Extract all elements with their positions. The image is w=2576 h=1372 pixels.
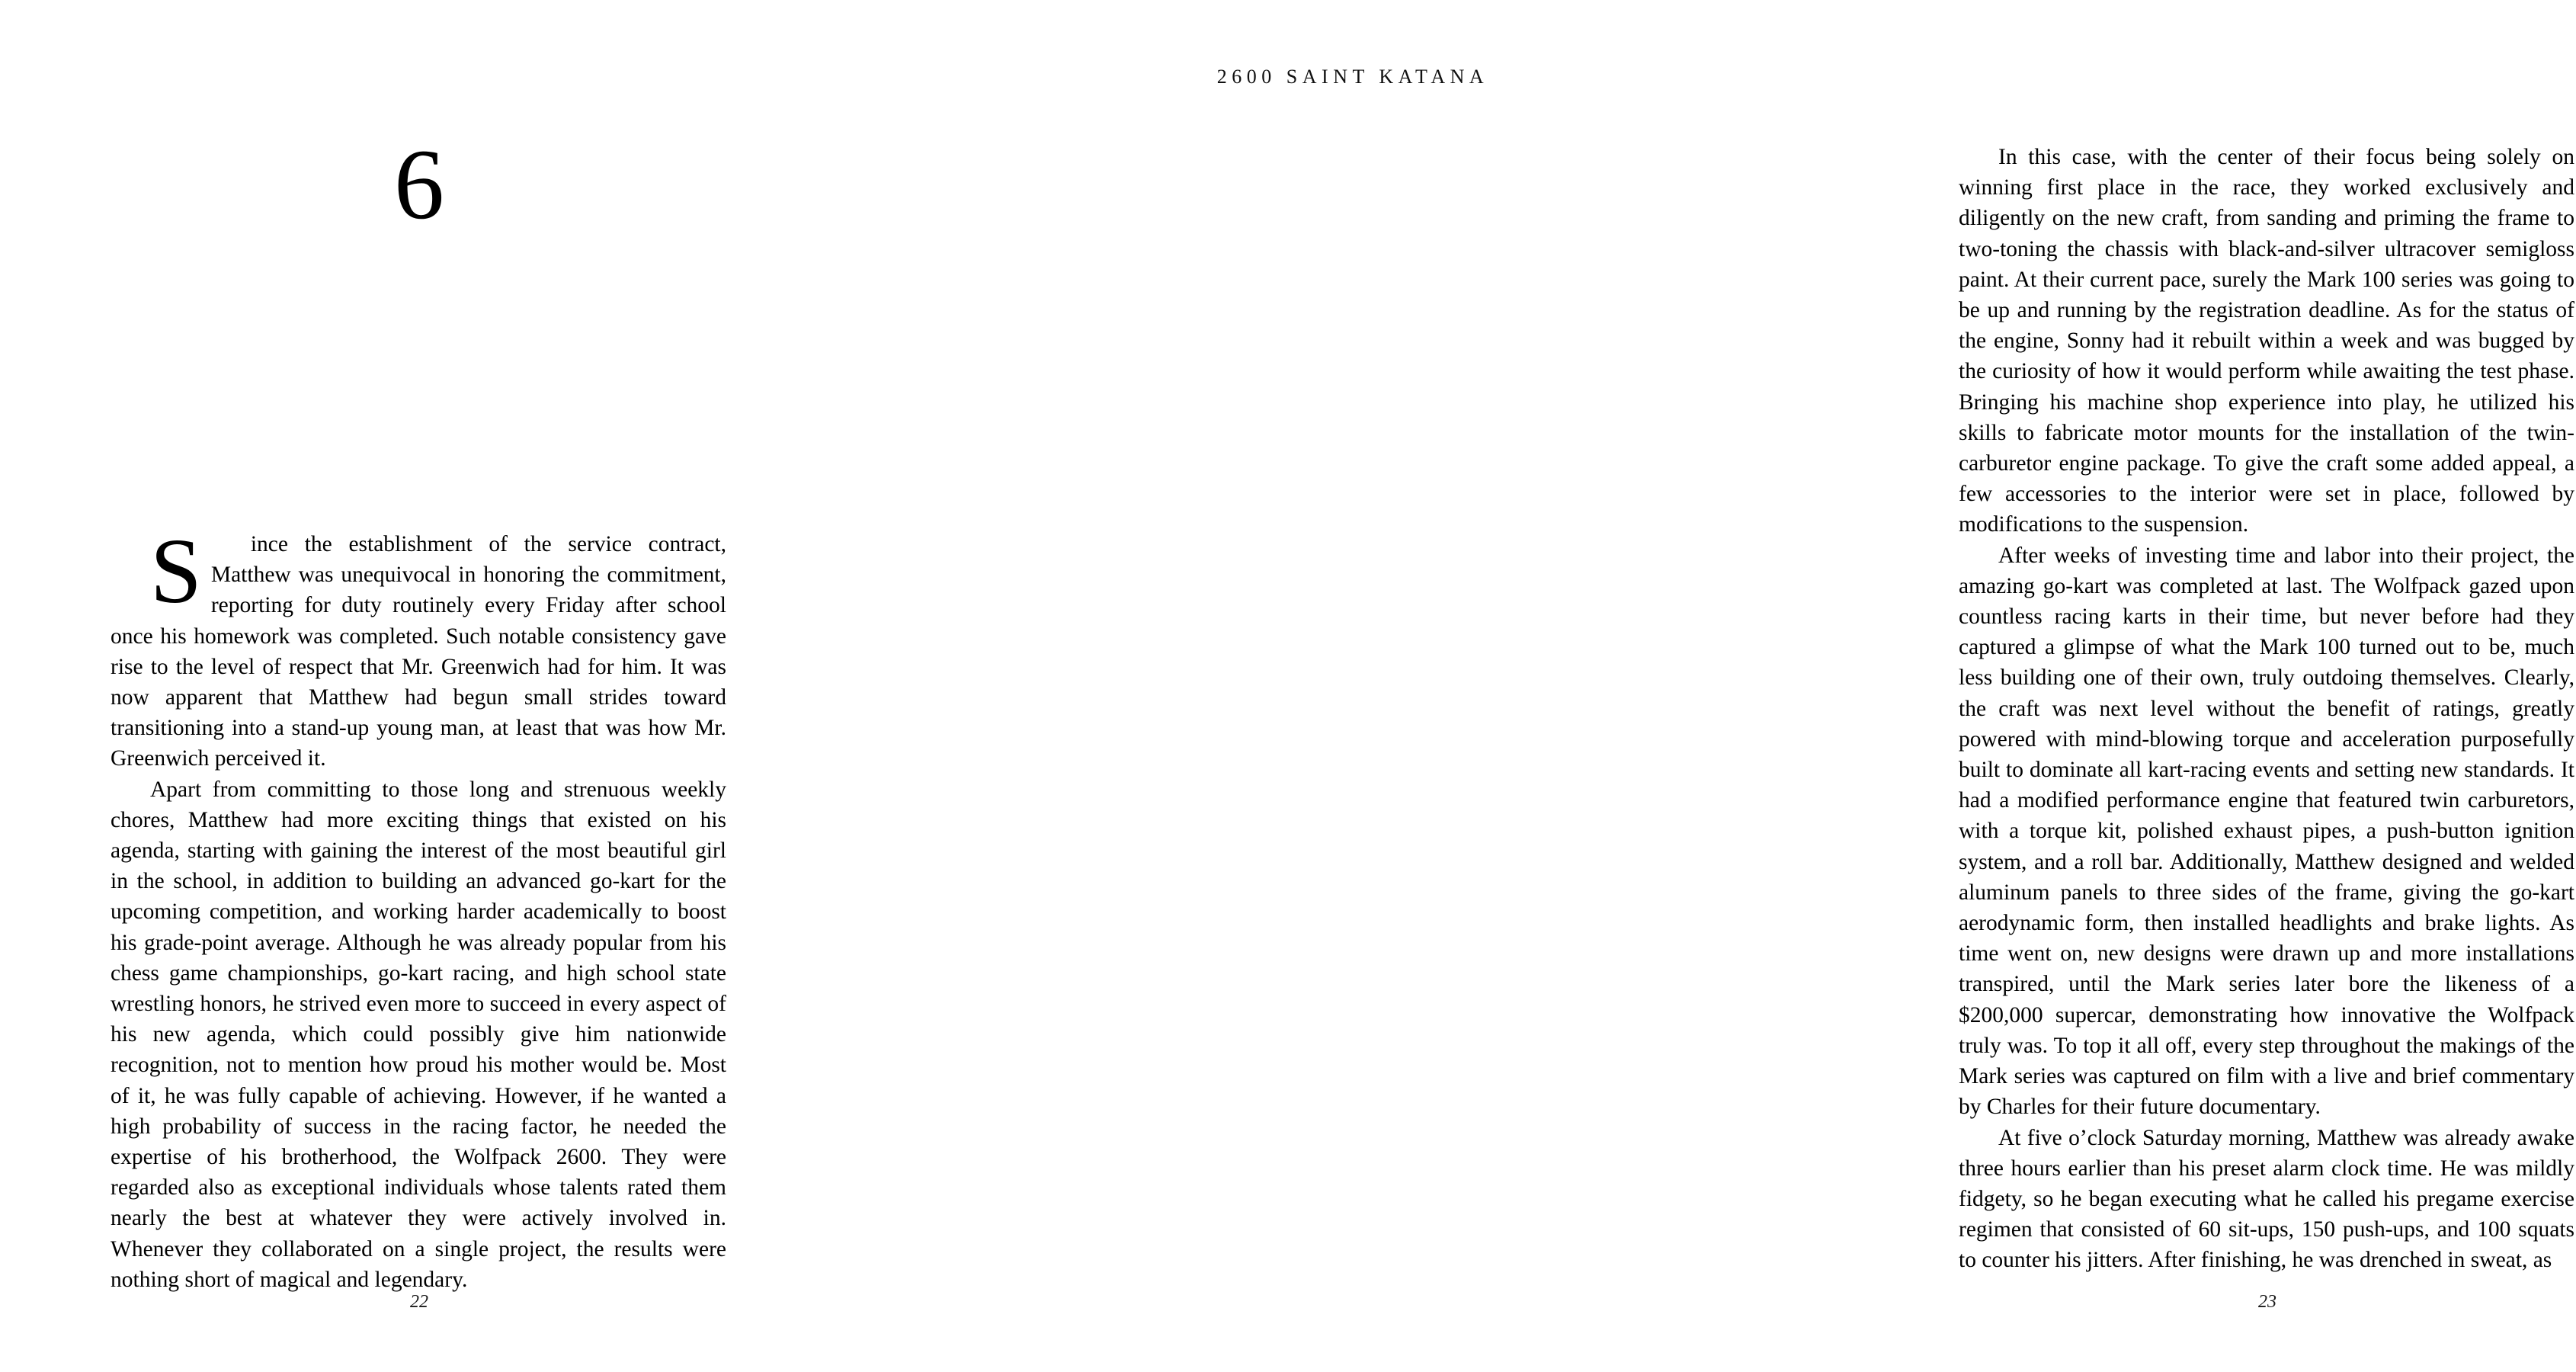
paragraph-text: At five o’clock Saturday morning, Matthew was already awake three hours earlier than his preset alarm clock time. He was mildly fidgety, so he began executing what he called his pregame exercise regimen that consisted of 60 sit-ups, 150 push-ups, and 100 squats to counter his jitters. After finishing, he was drenched in sweat, as: [1959, 1125, 2574, 1273]
running-head: 2600 SAINT KATANA: [1216, 66, 1489, 88]
paragraph: [1959, 540, 2574, 1123]
paragraph-text: After weeks of investing time and labor into their project, the amazing go-kart was completed at last. The Wolfpack gazed upon countless racing karts in their time, but never before had they captured a glimpse of what the Mark 100 turned out to be, much less building one of their own, truly outdoing themselves. Clearly, the craft was next level without the benefit of ratings, greatly powered with mind-blowing torque and acceleration purposefully built to dominate all kart-racing events and setting new standards. It had a modified performance engine that featured twin carburetors, with a torque kit, polished exhaust pipes, a push-button ignition system, and a roll bar. Additionally, Matthew designed and welded aluminum panels to three sides of the frame, giving the go-kart aerodynamic form, then installed headlights and brake lights. As time went on, new designs were drawn up and more installations transpired, until the Mark series later bore the likeness of a $200,000 supercar, demonstrating how innovative the Wolfpack truly was. To top it all off, every step throughout the makings of the Mark series was captured on film with a live and brief commentary by Charles for their future documentary.: [1959, 543, 2574, 1120]
paragraph-text: ince the establishment of the service contract, Matthew was unequivocal in honoring the commitment, reporting for duty routinely every Friday after school once his homework was completed. Such notable consistency gave rise to the level of respect that Mr. Greenwich had for him. It was now apparent that Matthew had begun small strides toward transitioning into a stand-up young man, at least that was how Mr. Greenwich perceived it.: [111, 532, 726, 771]
page-left: [0, 0, 915, 1372]
page-right: [915, 0, 2574, 1372]
body-text-left-column: [111, 520, 726, 1295]
paragraph-text: Apart from committing to those long and strenuous weekly chores, Matthew had more exciting things that existed on his agenda, starting with gaining the interest of the most beautiful girl in the school, in addition to building an advanced go-kart for the upcoming competition, and working harder academically to boost his grade-point average. Although he was already popular from his chess game championships, go-kart racing, and high school state wrestling honors, he strived even more to succeed in every aspect of his new agenda, which could possibly give him nationwide recognition, not to mention how proud his mother would be. Most of it, he was fully capable of achieving. However, if he wanted a high probability of success in the racing factor, he needed the expertise of his brotherhood, the Wolfpack 2600. They were regarded also as exceptional individuals whose talents rated them nearly the best at whatever they were actively involved in. Whenever they collaborated on a single project, the results were nothing short of magical and legendary.: [111, 777, 726, 1292]
drop-cap: S: [150, 520, 202, 623]
page-number-left: 22: [410, 1292, 428, 1312]
page-number-right: 23: [2258, 1292, 2276, 1312]
paragraph: [1959, 1123, 2574, 1276]
body-text-right-column: [1959, 142, 2574, 1276]
chapter-number: 6: [394, 128, 444, 240]
paragraph: [1959, 142, 2574, 540]
paragraph: [111, 520, 726, 774]
paragraph: [111, 774, 726, 1295]
paragraph-text: In this case, with the center of their focus being solely on winning first place in the race, they worked exclusively and diligently on the new craft, from sanding and priming the frame to two-toning the chassis with black-and-silver ultracover semigloss paint. At their current pace, surely the Mark 100 series was going to be up and running by the registration deadline. As for the status of the engine, Sonny had it rebuilt within a week and was bugged by the curiosity of how it would perform while awaiting the test phase. Bringing his machine shop experience into play, he utilized his skills to fabricate motor mounts for the installation of the twin-carburetor engine package. To give the craft some added appeal, a few accessories to the interior were set in place, followed by modifications to the suspension.: [1959, 145, 2574, 537]
